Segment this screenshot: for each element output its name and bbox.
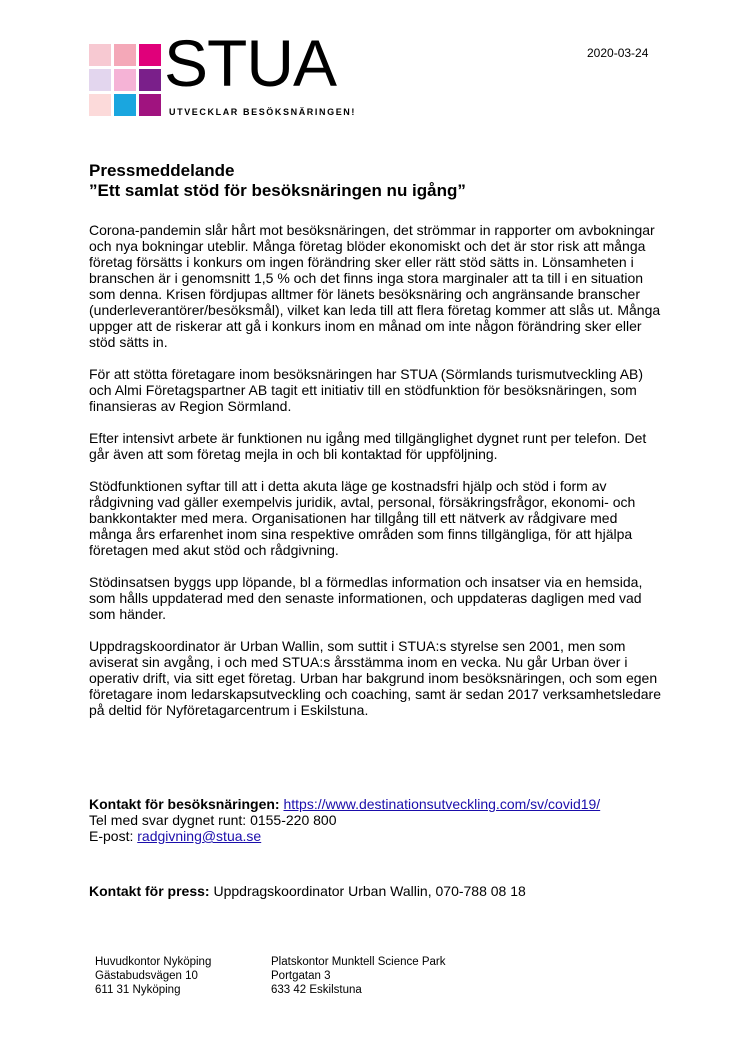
title-label: Pressmeddelande [89,161,235,180]
logo-tile [139,69,161,91]
footer-line: 611 31 Nyköping [95,984,181,996]
logo-wordmark: STUA [164,26,337,100]
contact-url-line [89,796,600,812]
logo-tile [114,44,136,66]
logo-tagline: UTVECKLAR BESÖKSNÄRINGEN! [169,107,357,117]
body-text [89,222,664,734]
logo-color-grid [89,44,161,116]
paragraph: Stödfunktionen syftar till att i detta akuta läge ge kostnadsfri hjälp och stöd i form av rådgivning vad gäller exempelvis juridik, avtal, personal, försäkringsfrågor, ekonomi- och bankkontakter med mera. Organisationen har tillgång till ett nätverk av rådgivare med många års erfarenhet inom sina respektive områden som finns tillgängliga, för att hjälpa företagen med akut stöd och rådgivning. [89,478,636,558]
logo-tile [89,44,111,66]
press-contact [89,883,526,899]
paragraph: För att stötta företagare inom besöksnäringen har STUA (Sörmlands turismutveckling AB) och Almi Företagspartner AB tagit ett initiativ till en stödfunktion för besöksnäringen, som finansieras av Region Sörmland. [89,366,644,414]
logo-tile [89,69,111,91]
press-label: Kontakt för press: [89,883,210,899]
press-text: Uppdragskoordinator Urban Wallin, 070-788 08 18 [213,883,526,899]
stua-logo [89,26,357,122]
logo-tile [139,94,161,116]
footer-line: Platskontor Munktell Science Park [271,956,446,968]
footer-office-eskilstuna [271,955,446,997]
title-headline: ”Ett samlat stöd för besöksnäringen nu igång” [89,181,466,200]
paragraph: Uppdragskoordinator är Urban Wallin, som suttit i STUA:s styrelse sen 2001, men som aviserat sin avgång, i och med STUA:s årsstämma inom en vecka. Nu går Urban över i operativ drift, via sitt eget företag. Urban har bakgrund inom besöksnäringen, och som egen företagare inom ledarskapsutveckling och coaching, samt är sedan 2017 verksamhetsledare på deltid för Nyföretagarcentrum i Eskilstuna. [89,638,661,718]
footer-office-nykoping [95,955,211,997]
logo-tile [89,94,111,116]
contact-email-line [89,828,600,844]
paragraph: Efter intensivt arbete är funktionen nu igång med tillgänglighet dygnet runt per telefon. Det går även att som företag mejla in och bli kontaktad för uppföljning. [89,430,647,462]
email-label: E-post: [89,828,134,844]
contact-phone: Tel med svar dygnet runt: 0155-220 800 [89,812,337,828]
paragraph: Stödinsatsen byggs upp löpande, bl a förmedlas information och insatser via en hemsida, som hålls uppdaterad med den senaste informationen, och uppdateras dagligen med vad som händer. [89,574,643,622]
footer-line: 633 42 Eskilstuna [271,984,362,996]
email-link[interactable]: radgivning@stua.se [137,828,262,844]
logo-tile [139,44,161,66]
press-release-title [89,161,466,201]
contact-section [89,796,600,844]
footer-line: Portgatan 3 [271,970,331,982]
logo-tile [114,69,136,91]
footer-line: Gästabudsvägen 10 [95,970,198,982]
document-date: 2020-03-24 [587,46,649,60]
logo-tile [114,94,136,116]
contact-label: Kontakt för besöksnäringen: [89,796,280,812]
covid19-link[interactable]: https://www.destinationsutveckling.com/sv/covid19/ [283,796,601,812]
paragraph: Corona-pandemin slår hårt mot besöksnäringen, det strömmar in rapporter om avbokningar och nya bokningar uteblir. Många företag blöder ekonomiskt och det är stor risk att många företag försätts i konkurs om ingen förändring sker eller rätt stöd sätts in. Lönsamheten i branschen är i genomsnitt 1,5 % och det finns inga stora marginaler att ta till i en situation som denna. Krisen fördjupas alltmer för länets besöksnäring och angränsande branscher (underleverantörer/besöksmål), vilket kan leda till att flera företag kommer att slås ut. Många uppger att de riskerar att gå i konkurs inom en månad om inte någon förändring sker eller stöd sätts in. [89,222,661,350]
footer-line: Huvudkontor Nyköping [95,956,212,968]
